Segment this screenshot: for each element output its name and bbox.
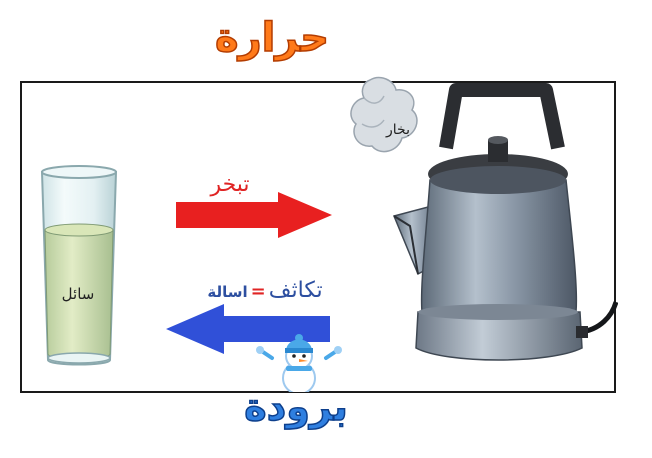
steam-label: بخار [386, 122, 410, 138]
evaporation-label: تبخر [210, 172, 250, 197]
liquid-label: سائل [61, 285, 95, 303]
condensation-label [200, 278, 330, 303]
evaporation-arrow [174, 192, 334, 238]
cold-title: برودة [244, 385, 348, 429]
liquefaction-term: اسالة [207, 283, 248, 301]
kettle-icon [350, 76, 618, 374]
heat-title: حرارة [214, 15, 330, 61]
condensation-term: تكاثف [268, 278, 323, 303]
snowman-icon [256, 334, 342, 392]
glass-icon [36, 164, 122, 372]
equals-sign: = [250, 281, 266, 302]
